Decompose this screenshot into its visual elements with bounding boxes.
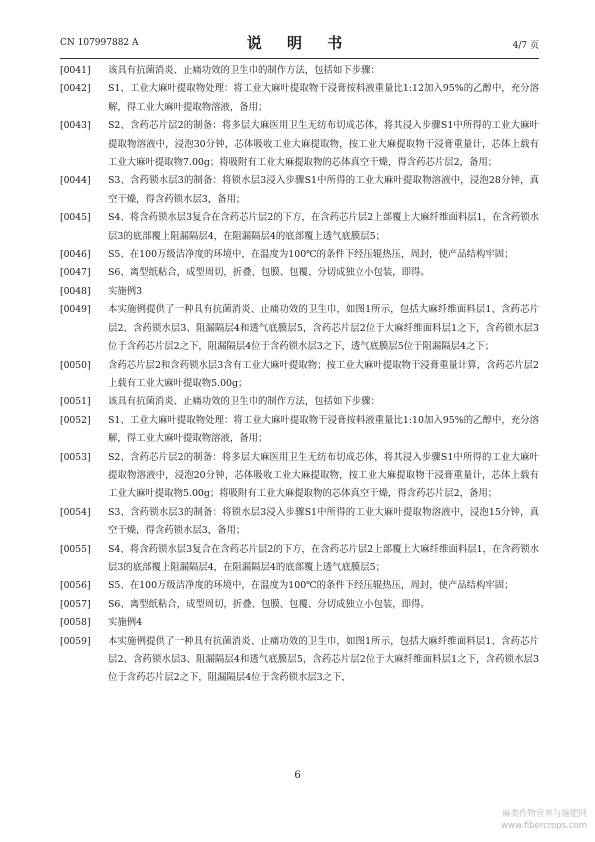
paragraph (60, 541, 539, 578)
paragraph-text: S4、将含药锁水层3复合在含药芯片层2的下方，在含药芯片层2上部覆上大麻纤维面料层1，在含药锁水层3的底部覆上阻漏隔层4，在阻漏隔层4的底部覆上透气底膜层5； (108, 543, 539, 573)
paragraph-number: [0052] (60, 414, 91, 426)
paragraph-text: S5、在100万级洁净度的环境中，在温度为100℃的条件下经压辊热压，周封，使产品结构牢固； (108, 249, 514, 261)
paragraph-text: S6、离型纸粘合，成型周切，折叠、包膜、包覆、分切成独立小包装，即得。 (108, 598, 430, 610)
paragraph-number: [0041] (60, 65, 91, 76)
paragraph (60, 246, 539, 264)
paragraph-text: S1、工业大麻叶提取物处理：将工业大麻叶提取物干浸膏按料液重量比1:10加入95%的乙醇中，充分溶解，得工业大麻叶提取物溶液，备用； (108, 414, 539, 445)
watermark-url: www.fibercrops.com (501, 821, 587, 831)
paragraph-number: [0058] (60, 617, 91, 629)
paragraph (60, 80, 539, 117)
paragraph-text: S3、含药锁水层3的制备：将锁水层3浸入步骤S1中所得的工业大麻叶提取物溶液中，浸泡28分钟，真空干燥，得含药锁水层3，备用； (108, 175, 539, 205)
paragraph (60, 62, 539, 80)
paragraph (60, 449, 539, 504)
paragraph-text: S2、含药芯片层2的制备：将多层大麻医用卫生无纺布切成芯体，将其浸入步骤S1中所得的工业大麻叶提取物溶液中，浸泡30分钟，芯体吸收工业大麻提取物，按工业大麻提取物干浸膏重量计，芯体上载有工业大麻叶提取物7.00g；将吸附有工业大麻提取物的芯体真空干燥，得含药芯片层2，备用； (108, 120, 539, 169)
patent-number: CN 107997882 A (60, 38, 139, 48)
paragraph (60, 596, 539, 614)
paragraph (60, 357, 539, 394)
paragraph (60, 172, 539, 209)
watermark-title: 麻类作物营养与施肥网 (501, 809, 587, 819)
document-body (60, 62, 539, 688)
document-title: 说 明 书 (246, 34, 353, 52)
paragraph (60, 577, 539, 595)
paragraph-number: [0046] (60, 249, 91, 261)
header-divider (60, 58, 539, 59)
paragraph-text: S3、含药锁水层3的制备：将锁水层3浸入步骤S1中所得的工业大麻叶提取物溶液中，浸泡15分钟，真空干燥，得含药锁水层3，备用； (108, 506, 539, 537)
paragraph-text: S1、工业大麻叶提取物处理：将工业大麻叶提取物干浸膏按料液重量比1:12加入95%的乙醇中，充分溶解，得工业大麻叶提取物溶液，备用； (108, 83, 539, 113)
paragraph (60, 412, 539, 449)
site-watermark (501, 808, 587, 832)
paragraph (60, 504, 539, 541)
paragraph (60, 283, 539, 301)
paragraph-text: 本实施例提供了一种具有抗菌消炎、止痛功效的卫生巾，如图1所示，包括大麻纤维面料层1、含药芯片层2、含药锁水层3、阻漏隔层4和透气底膜层5，含药芯片层2位于大麻纤维面料层1之下，含药锁水层3位于含药芯片层2之下，阻漏隔层4位于含药锁水层3之下， (108, 635, 539, 684)
paragraph-text: 实施例3 (108, 285, 143, 297)
paragraph-text: 该具有抗菌消炎、止痛功效的卫生巾的制作方法，包括如下步骤： (108, 396, 380, 408)
paragraph-text: 含药芯片层2和含药锁水层3含有工业大麻叶提取物；按工业大麻叶提取物干浸膏重量计算，含药芯片层2上载有工业大麻叶提取物5.00g； (108, 359, 539, 389)
paragraph-text: 实施例4 (108, 617, 143, 629)
page-fraction: 4/7 页 (512, 41, 539, 51)
paragraph (60, 264, 539, 282)
paragraph-text: 本实施例提供了一种具有抗菌消炎、止痛功效的卫生巾，如图1所示，包括大麻纤维面料层1、含药芯片层2、含药锁水层3、阻漏隔层4和透气底膜层5，含药芯片层2位于大麻纤维面料层1之下，含药锁水层3位于含药芯片层2之下，阻漏隔层4位于含药锁水层3之下，透气底膜层5位于阻漏隔层4之下； (108, 304, 539, 353)
paragraph-number: [0044] (60, 175, 91, 187)
paragraph-text: S4、将含药锁水层3复合在含药芯片层2的下方，在含药芯片层2上部覆上大麻纤维面料层1，在含药锁水层3的底部覆上阻漏隔层4，在阻漏隔层4的底部覆上透气底膜层5； (108, 212, 539, 242)
paragraph-text: S6、离型纸粘合，成型周切，折叠、包膜、包覆、分切成独立小包装，即得。 (108, 267, 430, 279)
paragraph-number: [0050] (60, 359, 91, 371)
paragraph-number: [0049] (60, 304, 91, 316)
paragraph (60, 209, 539, 246)
paragraph-number: [0042] (60, 83, 91, 95)
paragraph (60, 301, 539, 356)
paragraph-number: [0055] (60, 543, 91, 555)
paragraph-text: 该具有抗菌消炎、止痛功效的卫生巾的制作方法，包括如下步骤： (108, 65, 380, 76)
paragraph (60, 393, 539, 411)
paragraph-number: [0051] (60, 396, 91, 408)
paragraph-number: [0045] (60, 212, 91, 224)
paragraph (60, 614, 539, 632)
page-number: 6 (294, 770, 301, 781)
paragraph-text: S2、含药芯片层2的制备：将多层大麻医用卫生无纺布切成芯体，将其浸入步骤S1中所得的工业大麻叶提取物溶液中，浸泡20分钟，芯体吸收工业大麻提取物，按工业大麻提取物干浸膏重量计，芯体上载有工业大麻叶提取物5.00g；将吸附有工业大麻提取物的芯体真空干燥，得含药芯片层2，备用； (108, 451, 539, 500)
paragraph-number: [0053] (60, 451, 91, 463)
paragraph-number: [0043] (60, 120, 91, 132)
paragraph-number: [0047] (60, 267, 91, 279)
paragraph-number: [0048] (60, 285, 91, 297)
paragraph (60, 117, 539, 172)
paragraph-text: S5、在100万级洁净度的环境中，在温度为100℃的条件下经压辊热压，周封，使产品结构牢固； (108, 580, 514, 592)
paragraph-number: [0057] (60, 598, 91, 610)
paragraph (60, 633, 539, 688)
paragraph-number: [0056] (60, 580, 91, 592)
paragraph-number: [0059] (60, 635, 91, 647)
paragraph-number: [0054] (60, 506, 91, 518)
page-header (60, 32, 539, 54)
